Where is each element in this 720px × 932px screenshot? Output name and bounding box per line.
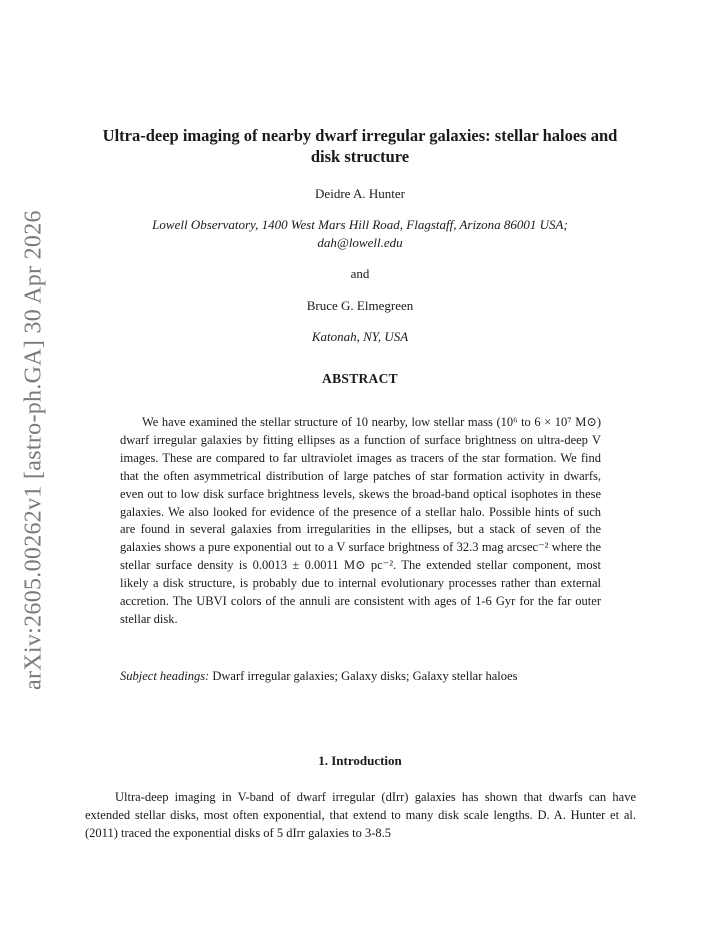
introduction-paragraph: Ultra-deep imaging in V-band of dwarf irregular (dIrr) galaxies has shown that dwarfs can have extended stellar disks, most often exponential, that extend to many disk scale lengths. D. A. Hunter et al. (2011) traced the exponential disks of 5 dIrr galaxies to 3-8.5	[85, 790, 636, 840]
section-heading-introduction: 1. Introduction	[318, 753, 402, 768]
affiliation-1-line-1: Lowell Observatory, 1400 West Mars Hill Road, Flagstaff, Arizona 86001 USA;	[152, 217, 568, 232]
author-1: Deidre A. Hunter	[315, 186, 405, 201]
subject-headings-label: Subject headings:	[120, 669, 210, 683]
subject-headings	[120, 668, 601, 685]
affiliation-1-email[interactable]: dah@lowell.edu	[317, 235, 403, 250]
author-2: Bruce G. Elmegreen	[306, 298, 414, 313]
arxiv-identifier[interactable]: arXiv:2605.00262v1 [astro-ph.GA] 30 Apr 2026	[20, 210, 47, 690]
introduction-body	[85, 788, 636, 842]
subject-headings-text: Dwarf irregular galaxies; Galaxy disks; Galaxy stellar haloes	[209, 669, 518, 683]
author-conjunction: and	[350, 266, 370, 281]
paper-title: Ultra-deep imaging of nearby dwarf irregular galaxies: stellar haloes and disk structure	[102, 126, 618, 166]
abstract-body	[120, 414, 601, 629]
affiliation-2: Katonah, NY, USA	[311, 329, 409, 344]
abstract-paragraph: We have examined the stellar structure of 10 nearby, low stellar mass (10⁶ to 6 × 10⁷ M⊙) dwarf irregular galaxies by fitting ellipses as a function of surface brightness on ultra-deep V images. These are compared to far ultraviolet images as tracers of the star formation. We find that the often asymmetrical distribution of large patches of star formation activity in dwarfs, even out to low disk surface brightness levels, skews the broad-band optical isophotes in these galaxies. We also looked for evidence of the presence of a stellar halo. Possible hints of such are found in several galaxies from irregularities in the ellipses, but a stack of seven of the galaxies shows a pure exponential out to a V surface brightness of 32.3 mag arcsec⁻² where the stellar surface density is 0.0013 ± 0.0011 M⊙ pc⁻². The extended stellar component, most likely a disk structure, is probably due to internal evolutionary processes rather than external accretion. The UBVI colors of the annuli are consistent with ages of 1-6 Gyr for the far outer stellar disk.	[120, 415, 601, 626]
abstract-heading: ABSTRACT	[322, 371, 398, 386]
